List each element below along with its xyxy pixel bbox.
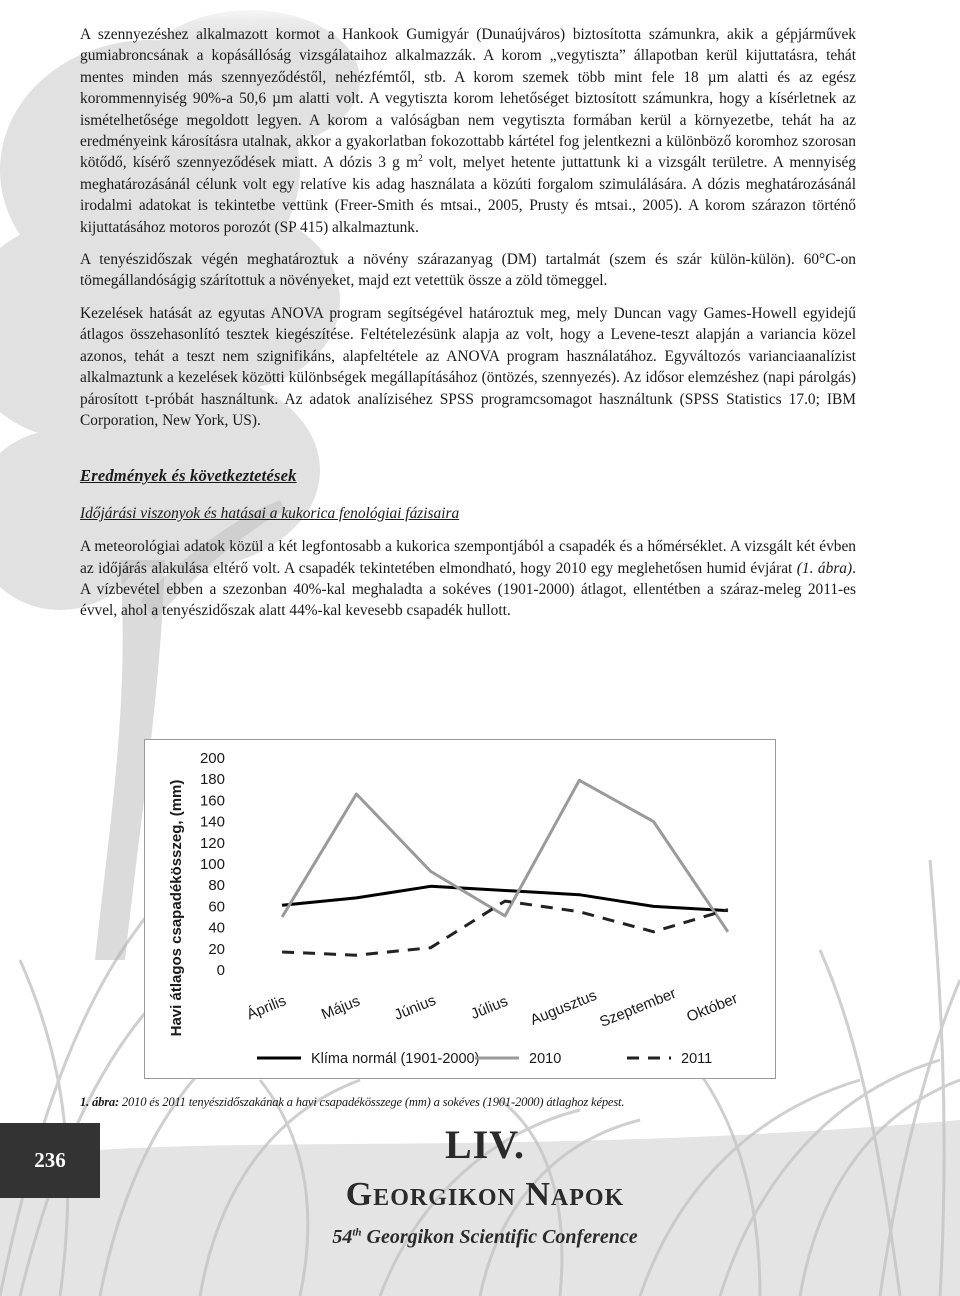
- y-tick-label: 120: [199, 834, 225, 852]
- conference-footer: [250, 1122, 720, 1250]
- x-category-label: Június: [391, 991, 439, 1024]
- paragraph-statistics: Kezelések hatását az egyutas ANOVA program segítségével határoztuk meg, mely Duncan vagy Games-Howell egyidejű átlagos összehasonlító tesztek kiegészítése. Feltételezésünk alapja az volt, hogy a Levene-teszt alapján a variancia közel azonos, tehát a teszt nem szignifikáns, alapfeltétele az ANOVA program használatához. Egyváltozós varianciaanalízist alkalmaztunk a kezelések közötti különbségek megállapításához (öntözés, szennyezés). Az idősor elemzéshez (napi párolgás) párosított t-próbát használtunk. Az adatok analíziséhez SPSS programcsomagot használtunk (SPSS Statistics 17.0; IBM Corporation, New York, US).: [80, 304, 856, 429]
- paragraph-soot-method: A szennyezéshez alkalmazott kormot a Hankook Gumigyár (Dunaújváros) biztosította számunkra, akik a gépjárművek gumiabroncsának a kopásállóság vizsgálataihoz alkalmazzák. A korom „vegytiszta” állapotban kerül kijuttatásra, tehát mentes minden más szennyeződéstől, nehézfémtől, stb. A korom szemek több mint fele 18 µm alatti és az egész korommennyiség 90%-a 50,6 µm alatti volt. A vegytiszta korom lehetőséget biztosított számunkra, hogy a kísérletnek az ismételhetősége megoldott legyen. A korom a valóságban nem vegytiszta formában kerül a környezetbe, tehát ha az eredményeink károsításra utalnak, akkor a gyakorlatban fokozottabb kártétel fog jelentkezni a különböző koromhoz szorosan kötődő, kísérő szennyeződések miatt. A dózis 3 g $m^2$ volt, melyet hetente juttattunk ki a vizsgált területre. A mennyiség meghatározásánál célunk volt egy relatíve kis adag használata a közúti forgalom szimulálására. A dózis meghatározásánál irodalmi adatokat is tekintetbe vettünk (Freer-Smith és mtsai., 2005, Prusty és mtsai., 2005). A korom szárazon történő kijuttatásához motoros porozót (SP 415) alkalmaztunk.: [80, 26, 856, 236]
- legend-label-2: 2011: [681, 1051, 713, 1067]
- figure-caption-text: 2010 és 2011 tenyészidőszakának a havi csapadékösszege (mm) a sokéves (1901-2000) átlaghoz képest.: [118, 1095, 625, 1109]
- figure-number: 1. ábra:: [80, 1095, 119, 1109]
- article-body: [80, 24, 856, 633]
- y-tick-label: 100: [199, 856, 225, 873]
- series-line-1: [282, 780, 728, 932]
- y-tick-label: 80: [208, 877, 225, 895]
- y-tick-label: 160: [199, 792, 225, 810]
- y-tick-label: 200: [199, 750, 225, 767]
- x-category-label: Október: [684, 989, 741, 1026]
- x-category-label: Szeptember: [597, 984, 679, 1031]
- series-line-2: [282, 901, 728, 955]
- precipitation-chart: [144, 739, 776, 1079]
- series-line-0: [282, 886, 728, 910]
- superscript-exponent: 2: [418, 153, 423, 164]
- chart-canvas: [145, 740, 775, 1078]
- y-tick-label: 40: [208, 919, 225, 937]
- y-tick-label: 20: [208, 940, 225, 958]
- legend-label-1: 2010: [529, 1051, 562, 1067]
- y-tick-label: 0: [216, 962, 225, 979]
- y-tick-label: 140: [199, 813, 225, 831]
- page-number: 236: [34, 1148, 66, 1172]
- conference-title: Georgikon Napok: [345, 1176, 625, 1213]
- y-tick-label: 180: [199, 771, 225, 789]
- legend-label-0: Klíma normál (1901-2000): [311, 1051, 480, 1067]
- y-tick-label: 60: [208, 898, 225, 916]
- conference-edition: LIV.: [445, 1122, 525, 1167]
- figure-reference: (1. ábra): [796, 559, 853, 577]
- x-category-label: Július: [468, 992, 511, 1023]
- x-category-label: Május: [319, 992, 363, 1024]
- figure-caption: [80, 1095, 860, 1110]
- paragraph-dry-matter: A tenyészidőszak végén meghatároztuk a növény szárazanyag (DM) tartalmát (szem és szár külön-külön). 60°C-on tömegállandóságig szárítottuk a növényeket, majd ezt vetettük össze a zöld tömeggel.: [80, 251, 856, 290]
- subsection-heading-weather: Időjárási viszonyok és hatásai a kukorica fenológiai fázisaira: [80, 504, 460, 522]
- page-number-box: [0, 1123, 100, 1198]
- y-axis-title: Havi átlagos csapadékösszeg, (mm): [168, 779, 185, 1037]
- x-category-label: Augusztus: [527, 986, 600, 1029]
- section-heading-results: Eredmények és következtetések: [80, 466, 297, 486]
- conference-subtitle: 54th Georgikon Scientific Conference: [332, 1226, 638, 1248]
- x-category-label: Április: [244, 992, 289, 1024]
- paragraph-weather: A meteorológiai adatok közül a két legfontosabb a kukorica szempontjából a csapadék és a hőmérséklet. A vizsgált két évben az időjárás alakulása eltérő volt. A csapadék tekintetében elmondható, hogy 2010 egy meglehetősen humid évjárat (1. ábra). A vízbevétel ebben a szezonban 40%-kal meghaladta a sokéves (1901-2000) átlagot, ellentétben a száraz-meleg 2011-es évvel, ahol a tenyészidőszak alatt 44%-kal kevesebb csapadék hullott.: [80, 538, 856, 620]
